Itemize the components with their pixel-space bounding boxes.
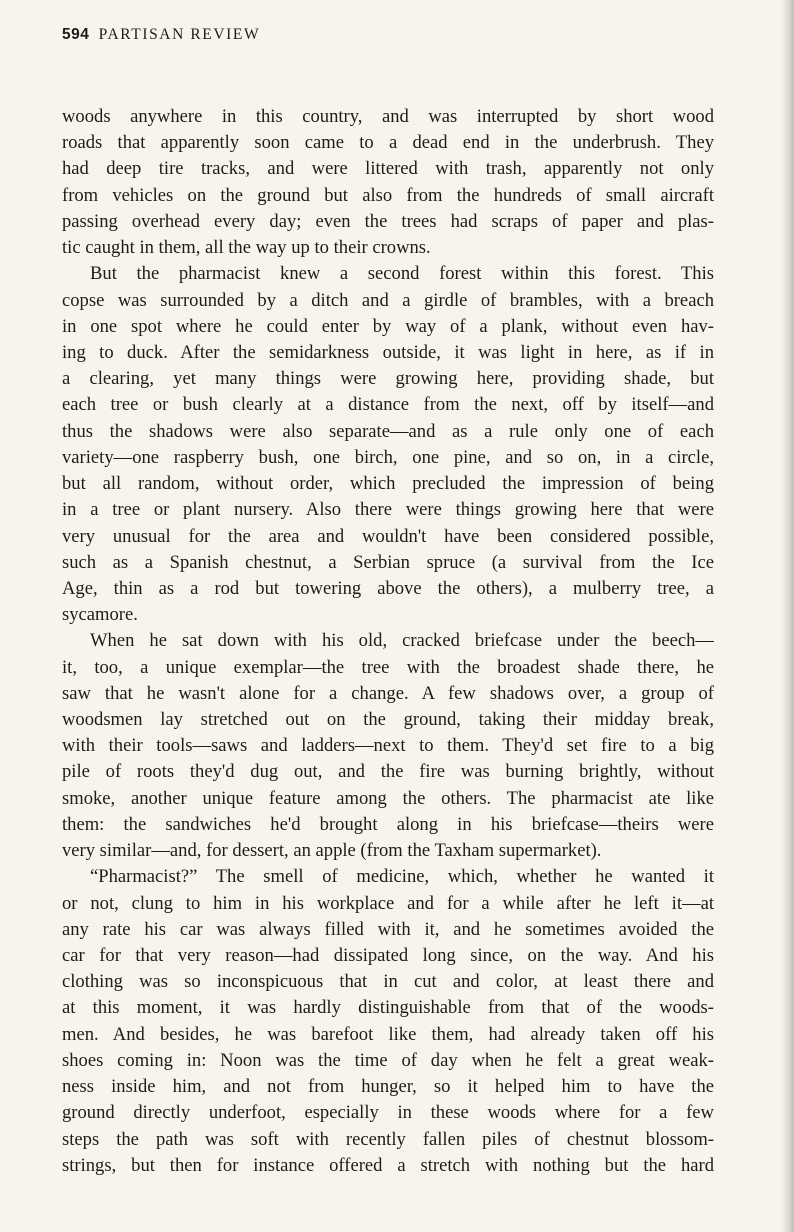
text-line: But the pharmacist knew a second forest within this forest. This	[90, 263, 714, 285]
text-line: each tree or bush clearly at a distance from the next, off by itself—and	[62, 394, 714, 416]
text-line: variety—one raspberry bush, one birch, one pine, and so on, in a circle,	[62, 446, 714, 468]
text-line: passing overhead every day; even the trees had scraps of paper and plas-	[62, 210, 714, 232]
text-line: very similar—and, for dessert, an apple (from the Taxham supermarket).	[62, 840, 602, 862]
text-line: pile of roots they'd dug out, and the fire was burning brightly, without	[62, 761, 714, 783]
text-line: clothing was so inconspicuous that in cut and color, at least there and	[62, 971, 714, 993]
text-line: it, too, a unique exemplar—the tree with the broadest shade there, he	[62, 656, 714, 678]
text-line: steps the path was soft with recently fallen piles of chestnut blossom-	[62, 1128, 714, 1150]
text-line: shoes coming in: Noon was the time of day when he felt a great weak-	[62, 1049, 714, 1071]
text-line: or not, clung to him in his workplace and for a while after he left it—at	[62, 892, 714, 914]
page-number: 594	[62, 26, 90, 43]
text-line: Age, thin as a rod but towering above the others), a mulberry tree, a	[62, 577, 714, 599]
text-line: strings, but then for instance offered a stretch with nothing but the hard	[62, 1154, 714, 1176]
text-line: saw that he wasn't alone for a change. A few shadows over, a group of	[62, 682, 714, 704]
text-line: such as a Spanish chestnut, a Serbian spruce (a survival from the Ice	[62, 551, 714, 573]
text-line: but all random, without order, which precluded the impression of being	[62, 473, 714, 495]
text-line: tic caught in them, all the way up to their crowns.	[62, 237, 431, 259]
text-line: with their tools—saws and ladders—next to them. They'd set fire to a big	[62, 735, 714, 757]
page-edge-shadow	[780, 0, 794, 1232]
text-line: any rate his car was always filled with it, and he sometimes avoided the	[62, 918, 714, 940]
text-line: thus the shadows were also separate—and as a rule only one of each	[62, 420, 714, 442]
text-line: in a tree or plant nursery. Also there were things growing here that were	[62, 499, 714, 521]
text-line: ground directly underfoot, especially in these woods where for a few	[62, 1102, 714, 1124]
text-line: them: the sandwiches he'd brought along in his briefcase—theirs were	[62, 813, 714, 835]
text-line: ing to duck. After the semidarkness outside, it was light in here, as if in	[62, 341, 714, 363]
text-line: smoke, another unique feature among the others. The pharmacist ate like	[62, 787, 714, 809]
running-head	[62, 26, 260, 44]
text-line: at this moment, it was hardly distinguishable from that of the woods-	[62, 997, 714, 1019]
text-line: a clearing, yet many things were growing here, providing shade, but	[62, 368, 714, 390]
journal-title: PARTISAN REVIEW	[98, 26, 261, 43]
text-line: “Pharmacist?” The smell of medicine, which, whether he wanted it	[90, 866, 714, 888]
text-line: roads that apparently soon came to a dead end in the underbrush. They	[62, 132, 714, 154]
text-line: copse was surrounded by a ditch and a girdle of brambles, with a breach	[62, 289, 714, 311]
text-line: men. And besides, he was barefoot like them, had already taken off his	[62, 1023, 714, 1045]
body-text	[62, 104, 714, 1179]
text-line: had deep tire tracks, and were littered with trash, apparently not only	[62, 158, 714, 180]
text-line: woods anywhere in this country, and was interrupted by short wood	[62, 106, 714, 127]
text-line: When he sat down with his old, cracked briefcase under the beech—	[90, 630, 714, 652]
text-line: from vehicles on the ground but also from the hundreds of small aircraft	[62, 184, 714, 206]
text-line: woodsmen lay stretched out on the ground, taking their midday break,	[62, 709, 714, 731]
text-line: car for that very reason—had dissipated long since, on the way. And his	[62, 945, 714, 966]
text-line: ness inside him, and not from hunger, so it helped him to have the	[62, 1076, 714, 1098]
text-line: very unusual for the area and wouldn't have been considered possible,	[62, 525, 714, 547]
text-line: sycamore.	[62, 604, 138, 626]
text-line: in one spot where he could enter by way of a plank, without even hav-	[62, 315, 714, 337]
